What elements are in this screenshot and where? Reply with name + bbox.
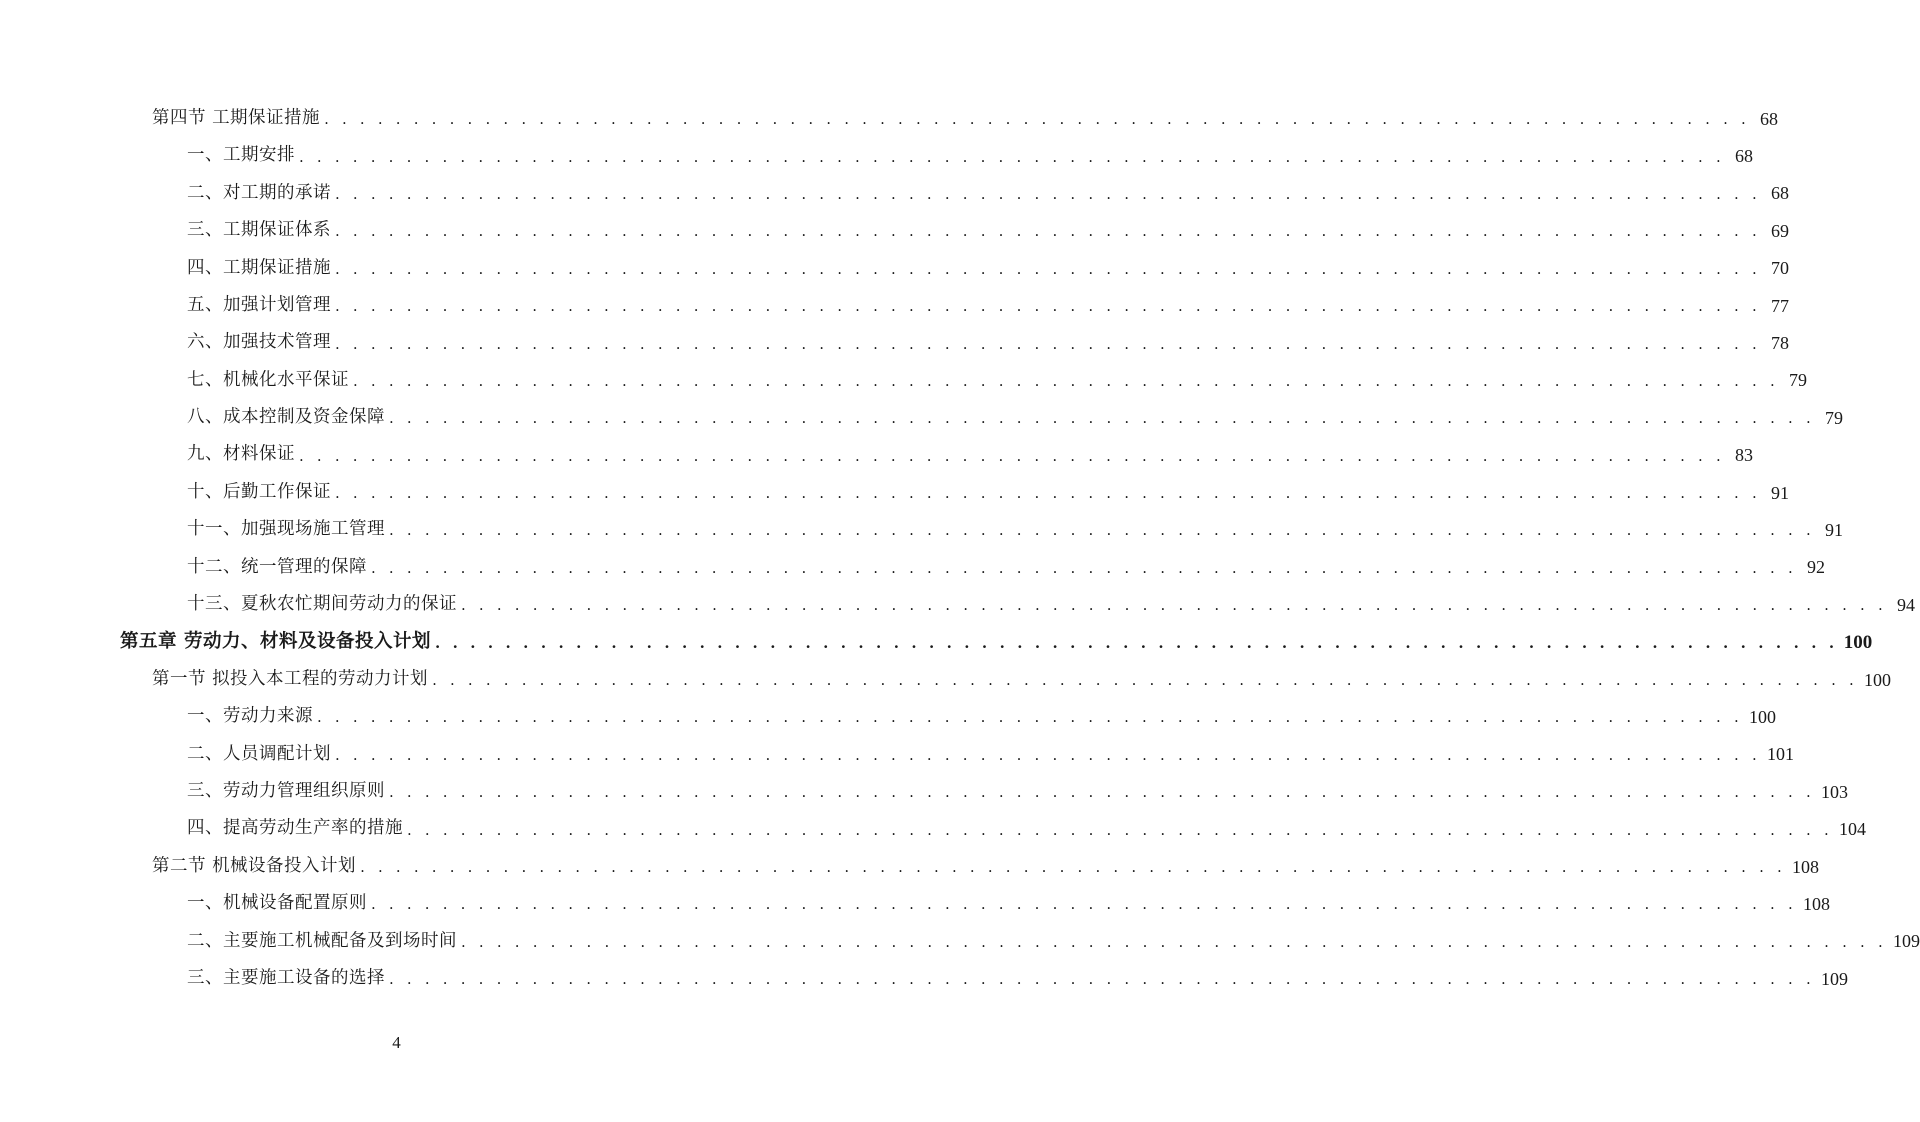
toc-entry-section [0, 661, 1891, 698]
toc-dot-leader: . . . . . . . . . . . . . . . . . . . . . . . . . . . . . . . . . . . . . . . . . . . . . . . . . . . . . . . . . . . . . . . . . . . . . . . . . . . . . . . . [434, 633, 1838, 652]
toc-entry-item [0, 250, 1789, 287]
toc-entry-item [0, 736, 1794, 773]
toc-dot-leader: . . . . . . . . . . . . . . . . . . . . . . . . . . . . . . . . . . . . . . . . . . . . . . . . . . . . . . . . . . . . . . . . . . . . . . . . . . . . . . . . [389, 783, 1815, 802]
toc-entry-page: 91 [1770, 482, 1789, 503]
toc-entry-title: 一、机械设备配置原则 [187, 893, 367, 914]
toc-entry-page: 79 [1788, 370, 1807, 391]
toc-entry-title: 第二节 机械设备投入计划 [152, 855, 357, 876]
toc-entry-item [0, 885, 1830, 922]
toc-entry-page: 92 [1806, 557, 1825, 578]
toc-entry-page: 91 [1824, 519, 1843, 540]
toc-entry-page: 100 [1843, 631, 1873, 653]
toc-entry-title: 第一节 拟投入本工程的劳动力计划 [152, 668, 429, 689]
toc-dot-leader: . . . . . . . . . . . . . . . . . . . . . . . . . . . . . . . . . . . . . . . . . . . . . . . . . . . . . . . . . . . . . . . . . . . . . . . . . . . . . . . . [335, 484, 1761, 503]
toc-entry-item [0, 324, 1789, 361]
toc-entry-page: 79 [1824, 407, 1843, 428]
toc-entry-title: 一、劳动力来源 [187, 706, 313, 727]
toc-entry-page: 101 [1766, 744, 1794, 765]
toc-entry-title: 七、机械化水平保证 [187, 369, 349, 390]
toc-entry-page: 68 [1760, 108, 1778, 129]
toc-entry-item [0, 287, 1789, 324]
toc-dot-leader: . . . . . . . . . . . . . . . . . . . . . . . . . . . . . . . . . . . . . . . . . . . . . . . . . . . . . . . . . . . . . . . . . . . . . . . . . . . . . . . . [407, 820, 1833, 839]
toc-entry-item [0, 773, 1848, 810]
toc-entry-page: 103 [1820, 781, 1848, 802]
toc-entry-page: 100 [1864, 669, 1891, 690]
toc-entry-section [0, 848, 1819, 885]
toc-entry-section [0, 100, 1778, 137]
toc-entry-page: 94 [1896, 594, 1915, 615]
toc-dot-leader: . . . . . . . . . . . . . . . . . . . . . . . . . . . . . . . . . . . . . . . . . . . . . . . . . . . . . . . . . . . . . . . . . . . . . . . . . . . . . . . . [317, 708, 1743, 727]
toc-entry-page: 109 [1820, 968, 1848, 989]
toc-entry-page: 68 [1734, 146, 1753, 167]
toc-dot-leader: . . . . . . . . . . . . . . . . . . . . . . . . . . . . . . . . . . . . . . . . . . . . . . . . . . . . . . . . . . . . . . . . . . . . . . . . . . . . . . . . [461, 596, 1887, 615]
toc-entry-page: 68 [1770, 183, 1789, 204]
toc-entry-item [0, 212, 1789, 249]
toc-dot-leader: . . . . . . . . . . . . . . . . . . . . . . . . . . . . . . . . . . . . . . . . . . . . . . . . . . . . . . . . . . . . . . . . . . . . . . . . . . . . . . . . [299, 446, 1725, 465]
toc-entry-item [0, 923, 1920, 960]
toc-entry-page: 108 [1792, 856, 1819, 877]
toc-entry-item [0, 549, 1825, 586]
toc-dot-leader: . . . . . . . . . . . . . . . . . . . . . . . . . . . . . . . . . . . . . . . . . . . . . . . . . . . . . . . . . . . . . . . . . . . . . . . . . . . . . . . . [389, 521, 1815, 540]
toc-dot-leader: . . . . . . . . . . . . . . . . . . . . . . . . . . . . . . . . . . . . . . . . . . . . . . . . . . . . . . . . . . . . . . . . . . . . . . . . . . . . . . . . [335, 745, 1761, 764]
toc-entry-item [0, 437, 1753, 474]
page-number: 4 [392, 1033, 401, 1052]
toc-dot-leader: . . . . . . . . . . . . . . . . . . . . . . . . . . . . . . . . . . . . . . . . . . . . . . . . . . . . . . . . . . . . . . . . . . . . . . . . . . . . . . . . [360, 858, 1786, 876]
toc-dot-leader: . . . . . . . . . . . . . . . . . . . . . . . . . . . . . . . . . . . . . . . . . . . . . . . . . . . . . . . . . . . . . . . . . . . . . . . . . . . . . . . . [371, 558, 1797, 577]
toc-entry-page: 108 [1802, 893, 1830, 914]
toc-entry-title: 第五章 劳动力、材料及设备投入计划 [120, 630, 431, 652]
toc-entry-title: 十二、统一管理的保障 [187, 556, 367, 577]
toc-entry-page: 100 [1748, 706, 1776, 727]
toc-entry-title: 二、人员调配计划 [187, 743, 331, 764]
toc-entry-chapter [0, 623, 1873, 660]
toc-entry-title: 六、加强技术管理 [187, 332, 331, 353]
toc-entry-page: 109 [1892, 931, 1920, 952]
toc-entry-item [0, 698, 1776, 735]
toc-entry-page: 78 [1770, 333, 1789, 354]
toc-dot-leader: . . . . . . . . . . . . . . . . . . . . . . . . . . . . . . . . . . . . . . . . . . . . . . . . . . . . . . . . . . . . . . . . . . . . . . . . . . . . . . . . [389, 409, 1815, 428]
toc-dot-leader: . . . . . . . . . . . . . . . . . . . . . . . . . . . . . . . . . . . . . . . . . . . . . . . . . . . . . . . . . . . . . . . . . . . . . . . . . . . . . . . . [461, 932, 1887, 951]
toc-entry-title: 三、主要施工设备的选择 [187, 967, 385, 988]
toc-entry-title: 一、工期安排 [187, 145, 295, 166]
toc-entry-title: 三、工期保证体系 [187, 220, 331, 241]
toc-entry-item [0, 586, 1915, 623]
toc-entry-title: 二、主要施工机械配备及到场时间 [187, 930, 457, 951]
toc-entry-title: 二、对工期的承诺 [187, 182, 331, 203]
toc-entry-item [0, 474, 1789, 511]
toc-entry-item [0, 175, 1789, 212]
toc-entry-item [0, 137, 1753, 174]
toc-entry-item [0, 399, 1843, 436]
toc-dot-leader: . . . . . . . . . . . . . . . . . . . . . . . . . . . . . . . . . . . . . . . . . . . . . . . . . . . . . . . . . . . . . . . . . . . . . . . . . . . . . . . . [389, 970, 1815, 989]
toc-dot-leader: . . . . . . . . . . . . . . . . . . . . . . . . . . . . . . . . . . . . . . . . . . . . . . . . . . . . . . . . . . . . . . . . . . . . . . . . . . . . . . . . [299, 147, 1725, 166]
toc-entry-item [0, 511, 1843, 548]
toc-entry-page: 77 [1770, 295, 1789, 316]
toc-dot-leader: . . . . . . . . . . . . . . . . . . . . . . . . . . . . . . . . . . . . . . . . . . . . . . . . . . . . . . . . . . . . . . . . . . . . . . . . . . . . . . . . [335, 334, 1761, 353]
toc-entry-title: 第四节 工期保证措施 [152, 107, 321, 128]
toc-entry-title: 四、工期保证措施 [187, 257, 331, 278]
toc-entry-title: 十一、加强现场施工管理 [187, 519, 385, 540]
toc-dot-leader: . . . . . . . . . . . . . . . . . . . . . . . . . . . . . . . . . . . . . . . . . . . . . . . . . . . . . . . . . . . . . . . . . . . . . . . . . . . . . . . . [335, 259, 1761, 278]
toc-entry-page: 104 [1838, 819, 1866, 840]
toc-entry-page: 70 [1770, 258, 1789, 279]
toc-dot-leader: . . . . . . . . . . . . . . . . . . . . . . . . . . . . . . . . . . . . . . . . . . . . . . . . . . . . . . . . . . . . . . . . . . . . . . . . . . . . . . . . [335, 222, 1761, 241]
toc-dot-leader: . . . . . . . . . . . . . . . . . . . . . . . . . . . . . . . . . . . . . . . . . . . . . . . . . . . . . . . . . . . . . . . . . . . . . . . . . . . . . . . . [371, 895, 1797, 914]
table-of-contents [0, 100, 1920, 997]
toc-entry-title: 十、后勤工作保证 [187, 481, 331, 502]
toc-entry-title: 八、成本控制及资金保障 [187, 407, 385, 428]
toc-entry-item [0, 362, 1807, 399]
toc-dot-leader: . . . . . . . . . . . . . . . . . . . . . . . . . . . . . . . . . . . . . . . . . . . . . . . . . . . . . . . . . . . . . . . . . . . . . . . . . . . . . . . . [335, 184, 1761, 203]
toc-dot-leader: . . . . . . . . . . . . . . . . . . . . . . . . . . . . . . . . . . . . . . . . . . . . . . . . . . . . . . . . . . . . . . . . . . . . . . . . . . . . . . . . [432, 671, 1858, 690]
toc-entry-title: 四、提高劳动生产率的措施 [187, 818, 403, 839]
toc-entry-title: 五、加强计划管理 [187, 294, 331, 315]
toc-entry-title: 九、材料保证 [187, 444, 295, 465]
toc-entry-page: 83 [1734, 445, 1753, 466]
toc-dot-leader: . . . . . . . . . . . . . . . . . . . . . . . . . . . . . . . . . . . . . . . . . . . . . . . . . . . . . . . . . . . . . . . . . . . . . . . . . . . . . . . . [353, 371, 1779, 390]
toc-entry-item [0, 810, 1866, 847]
toc-dot-leader: . . . . . . . . . . . . . . . . . . . . . . . . . . . . . . . . . . . . . . . . . . . . . . . . . . . . . . . . . . . . . . . . . . . . . . . . . . . . . . . . [335, 297, 1761, 316]
toc-entry-page: 69 [1770, 220, 1789, 241]
toc-entry-title: 十三、夏秋农忙期间劳动力的保证 [187, 594, 457, 615]
toc-entry-item [0, 960, 1848, 997]
toc-entry-title: 三、劳动力管理组织原则 [187, 780, 385, 801]
toc-dot-leader: . . . . . . . . . . . . . . . . . . . . . . . . . . . . . . . . . . . . . . . . . . . . . . . . . . . . . . . . . . . . . . . . . . . . . . . . . . . . . . . . [324, 110, 1750, 129]
